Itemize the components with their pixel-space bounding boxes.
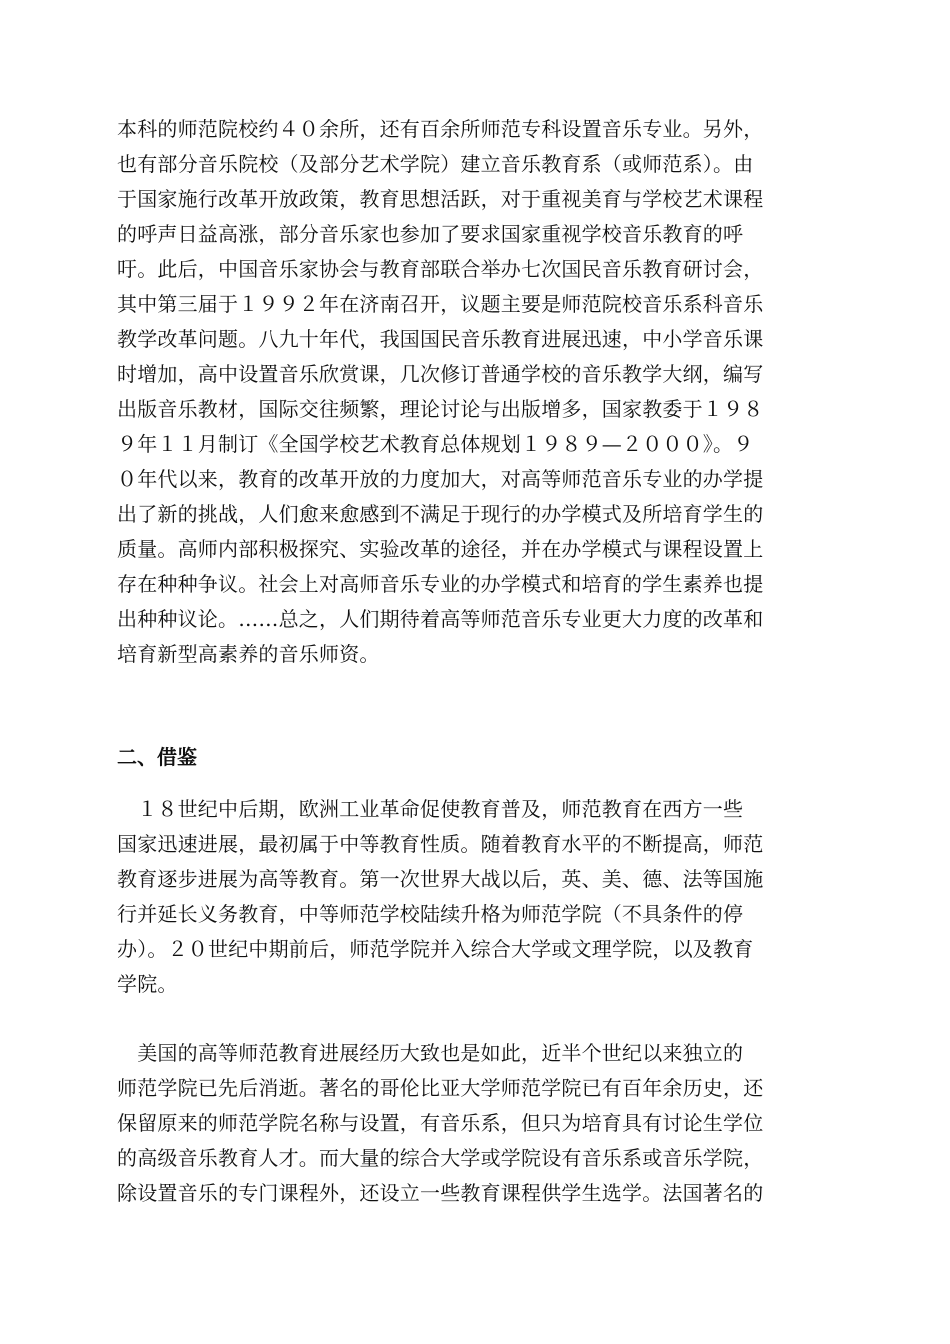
paragraph-1-line: 存在种种争议。社会上对高师音乐专业的办学模式和培育的学生素养也提 — [117, 572, 764, 596]
paragraph-1-line: 吁。此后，中国音乐家协会与教育部联合举办七次国民音乐教育研讨会， — [117, 257, 764, 281]
paragraph-1-line: 出版音乐教材，国际交往频繁，理论讨论与出版增多，国家教委于１９８ — [117, 397, 764, 421]
paragraph-2-line: 办）。２０世纪中期前后，师范学院并入综合大学或文理学院，以及教育 — [117, 937, 754, 961]
paragraph-3-line: 的高级音乐教育人才。而大量的综合大学或学院设有音乐系或音乐学院， — [117, 1146, 764, 1170]
paragraph-1-line: 出种种议论。……总之，人们期待着高等师范音乐专业更大力度的改革和 — [117, 607, 764, 631]
paragraph-2-line: 教育逐步进展为高等教育。第一次世界大战以后，英、美、德、法等国施 — [117, 867, 764, 891]
paragraph-1-line: 出了新的挑战，人们愈来愈感到不满足于现行的办学模式及所培育学生的 — [117, 502, 764, 526]
paragraph-1-line: 质量。高师内部积极探究、实验改革的途径，并在办学模式与课程设置上 — [117, 537, 764, 561]
paragraph-1-line: 的呼声日益高涨，部分音乐家也参加了要求国家重视学校音乐教育的呼 — [117, 222, 744, 246]
paragraph-1-line: 教学改革问题。八九十年代，我国国民音乐教育进展迅速，中小学音乐课 — [117, 327, 764, 351]
paragraph-1-line: 也有部分音乐院校（及部分艺术学院）建立音乐教育系（或师范系）。由 — [117, 152, 754, 176]
paragraph-3-line: 除设置音乐的专门课程外，还设立一些教育课程供学生选学。法国著名的 — [117, 1181, 764, 1205]
paragraph-2 — [117, 792, 835, 1002]
paragraph-1-line: 本科的师范院校约４０余所，还有百余所师范专科设置音乐专业。另外， — [117, 117, 764, 141]
paragraph-3-line: 美国的高等师范教育进展经历大致也是如此，近半个世纪以来独立的 — [117, 1041, 744, 1065]
paragraph-2-line: １８世纪中后期，欧洲工业革命促使教育普及，师范教育在西方一些 — [117, 797, 744, 821]
paragraph-1-line: ０年代以来，教育的改革开放的力度加大，对高等师范音乐专业的办学提 — [117, 467, 764, 491]
paragraph-1 — [117, 112, 835, 672]
paragraph-3-line: 师范学院已先后消逝。著名的哥伦比亚大学师范学院已有百年余历史，还 — [117, 1076, 764, 1100]
paragraph-1-line: 培育新型高素养的音乐师资。 — [117, 642, 380, 666]
paragraph-3 — [117, 1036, 835, 1211]
paragraph-1-line: 于国家施行改革开放政策，教育思想活跃，对于重视美育与学校艺术课程 — [117, 187, 764, 211]
paragraph-2-line: 学院。 — [117, 972, 178, 996]
paragraph-2-line: 行并延长义务教育，中等师范学校陆续升格为师范学院（不具条件的停 — [117, 902, 744, 926]
paragraph-3-line: 保留原来的师范学院名称与设置，有音乐系，但只为培育具有讨论生学位 — [117, 1111, 764, 1135]
paragraph-1-line: 时增加，高中设置音乐欣赏课，几次修订普通学校的音乐教学大纲，编写 — [117, 362, 764, 386]
section-heading: 二、借鉴 — [117, 745, 197, 769]
paragraph-1-line: 其中第三届于１９９２年在济南召开，议题主要是师范院校音乐系科音乐 — [117, 292, 764, 316]
paragraph-2-line: 国家迅速进展，最初属于中等教育性质。随着教育水平的不断提高，师范 — [117, 832, 764, 856]
paragraph-1-line: ９年１１月制订《全国学校艺术教育总体规划１９８９—２０００》。９ — [117, 432, 754, 456]
